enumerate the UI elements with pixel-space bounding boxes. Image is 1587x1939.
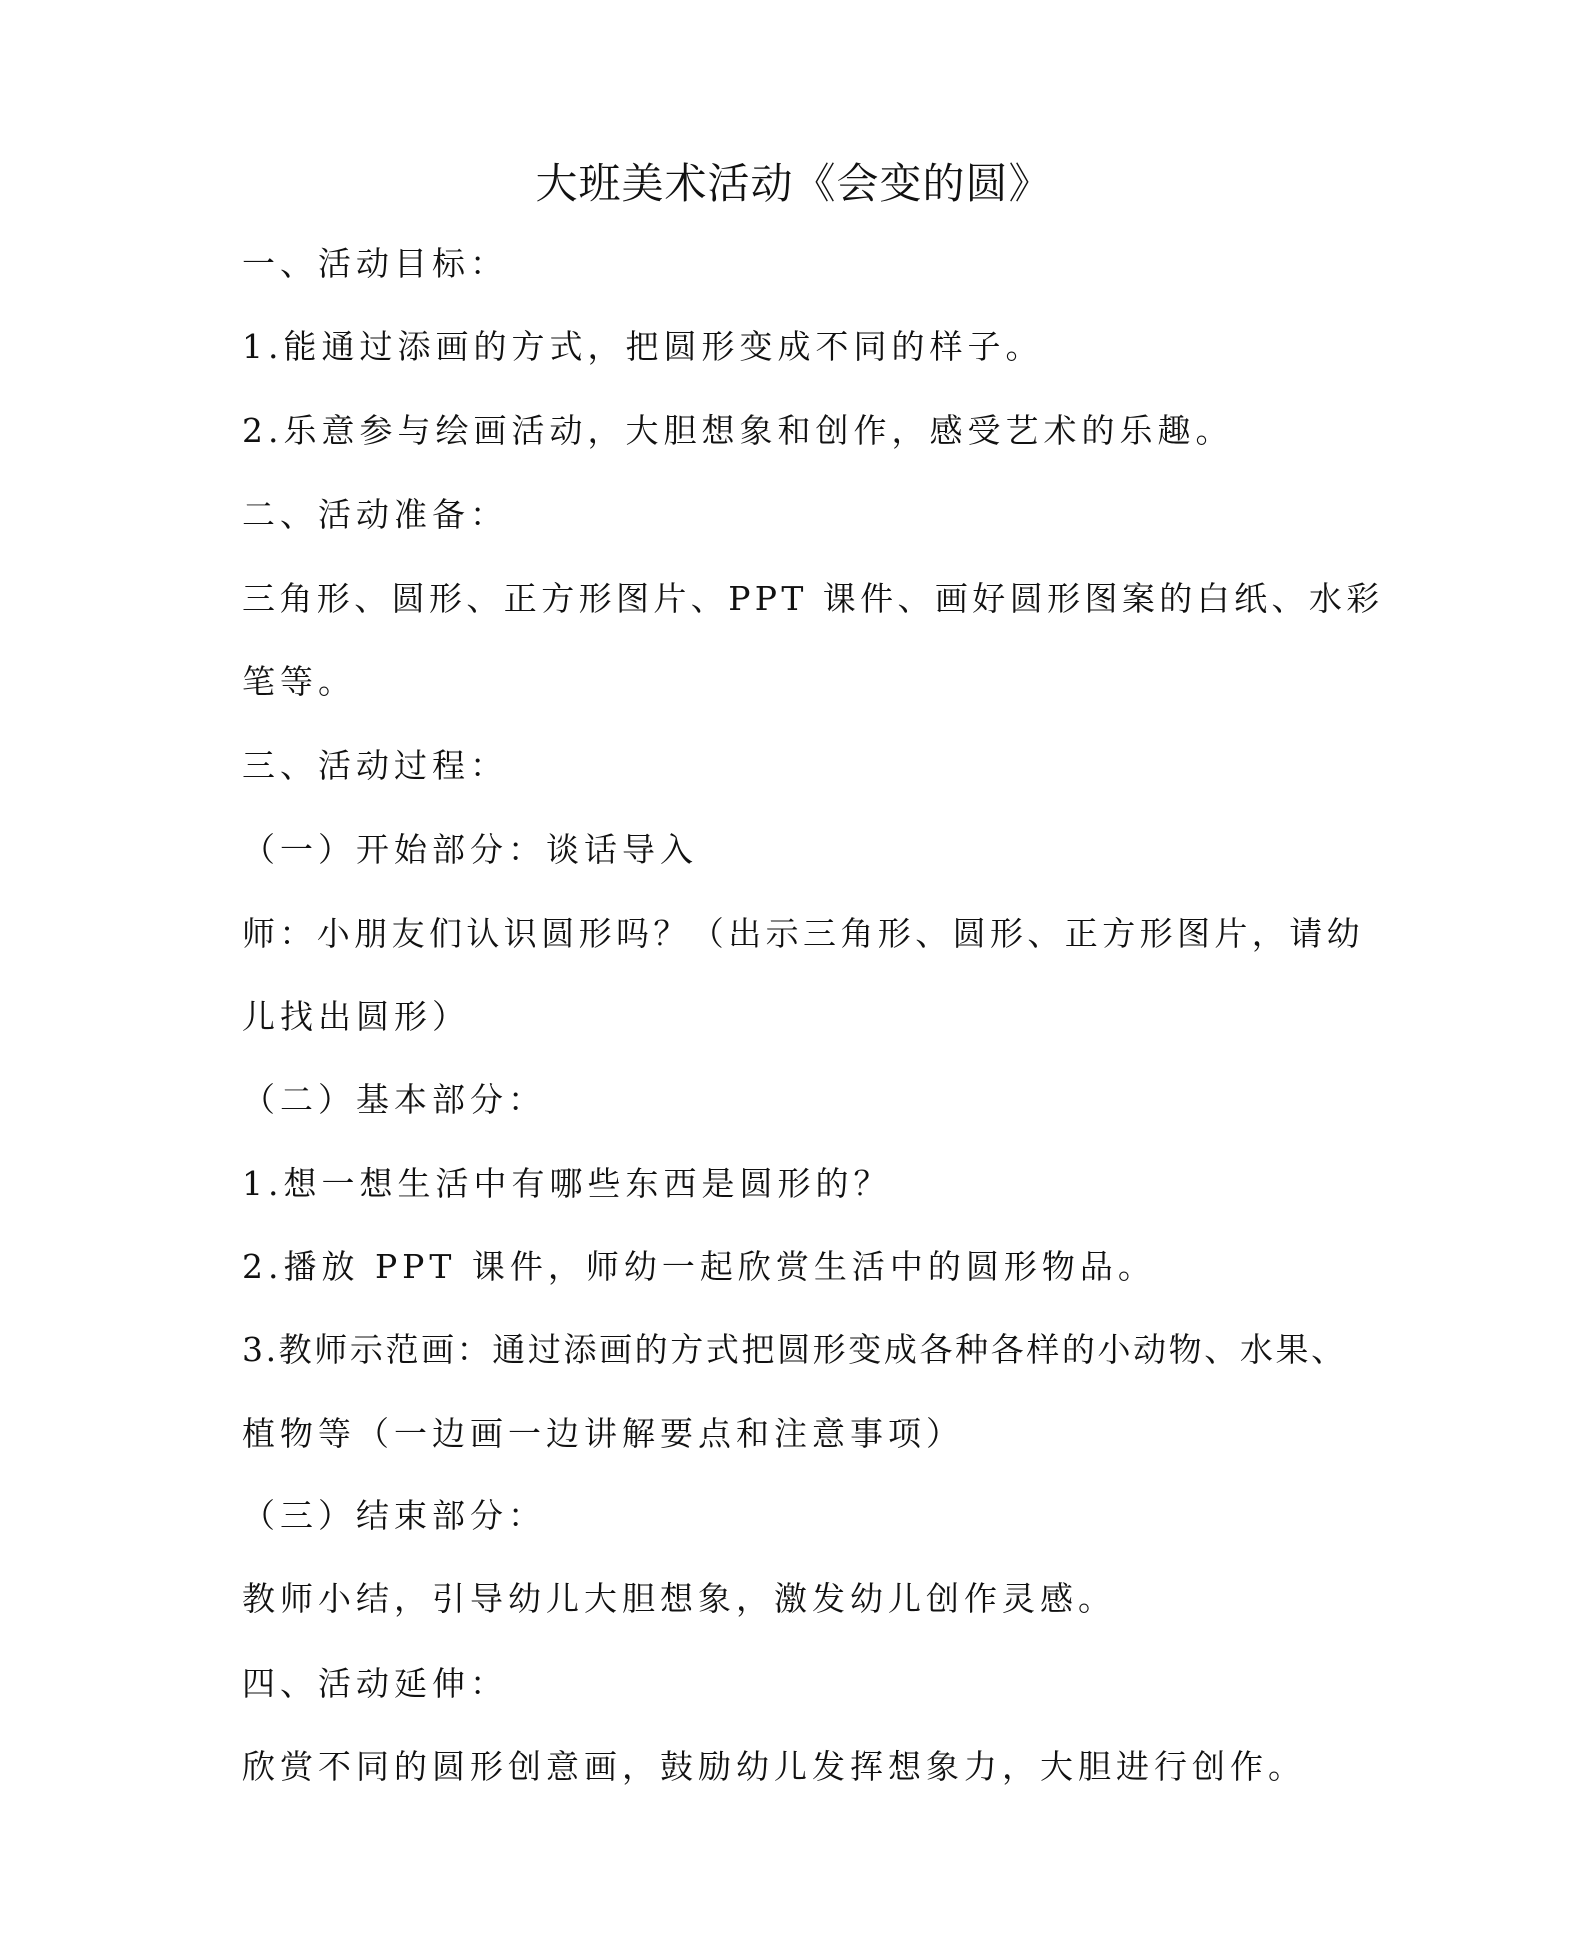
document-title: 大班美术活动《会变的圆》 xyxy=(535,159,1052,208)
subheading-closing: （三）结束部分： xyxy=(242,1496,546,1535)
basic-item-3-line-2: 植物等（一边画一边讲解要点和注意事项） xyxy=(242,1414,964,1453)
heading-extension: 四、活动延伸： xyxy=(242,1664,508,1703)
heading-process: 三、活动过程： xyxy=(242,746,508,785)
basic-item-2: 2.播放 PPT 课件，师幼一起欣赏生活中的圆形物品。 xyxy=(242,1247,1156,1286)
heading-goals: 一、活动目标： xyxy=(242,244,508,283)
opening-text-line-1: 师：小朋友们认识圆形吗？（出示三角形、圆形、正方形图片，请幼 xyxy=(242,914,1364,953)
opening-text-line-2: 儿找出圆形） xyxy=(242,997,470,1036)
heading-preparation: 二、活动准备： xyxy=(242,495,508,534)
subheading-opening: （一）开始部分：谈话导入 xyxy=(242,830,698,869)
basic-item-3-line-1: 3.教师示范画：通过添画的方式把圆形变成各种各样的小动物、水果、 xyxy=(242,1330,1347,1369)
basic-item-1: 1.想一想生活中有哪些东西是圆形的？ xyxy=(242,1164,892,1203)
extension-text: 欣赏不同的圆形创意画，鼓励幼儿发挥想象力，大胆进行创作。 xyxy=(242,1747,1306,1786)
subheading-basic: （二）基本部分： xyxy=(242,1080,546,1119)
preparation-text-line-2: 笔等。 xyxy=(242,662,356,701)
closing-text: 教师小结，引导幼儿大胆想象，激发幼儿创作灵感。 xyxy=(242,1579,1116,1618)
goal-item-2: 2.乐意参与绘画活动，大胆想象和创作，感受艺术的乐趣。 xyxy=(242,411,1234,450)
goal-item-1: 1.能通过添画的方式，把圆形变成不同的样子。 xyxy=(242,327,1044,366)
preparation-text-line-1: 三角形、圆形、正方形图片、PPT 课件、画好圆形图案的白纸、水彩 xyxy=(242,579,1384,618)
